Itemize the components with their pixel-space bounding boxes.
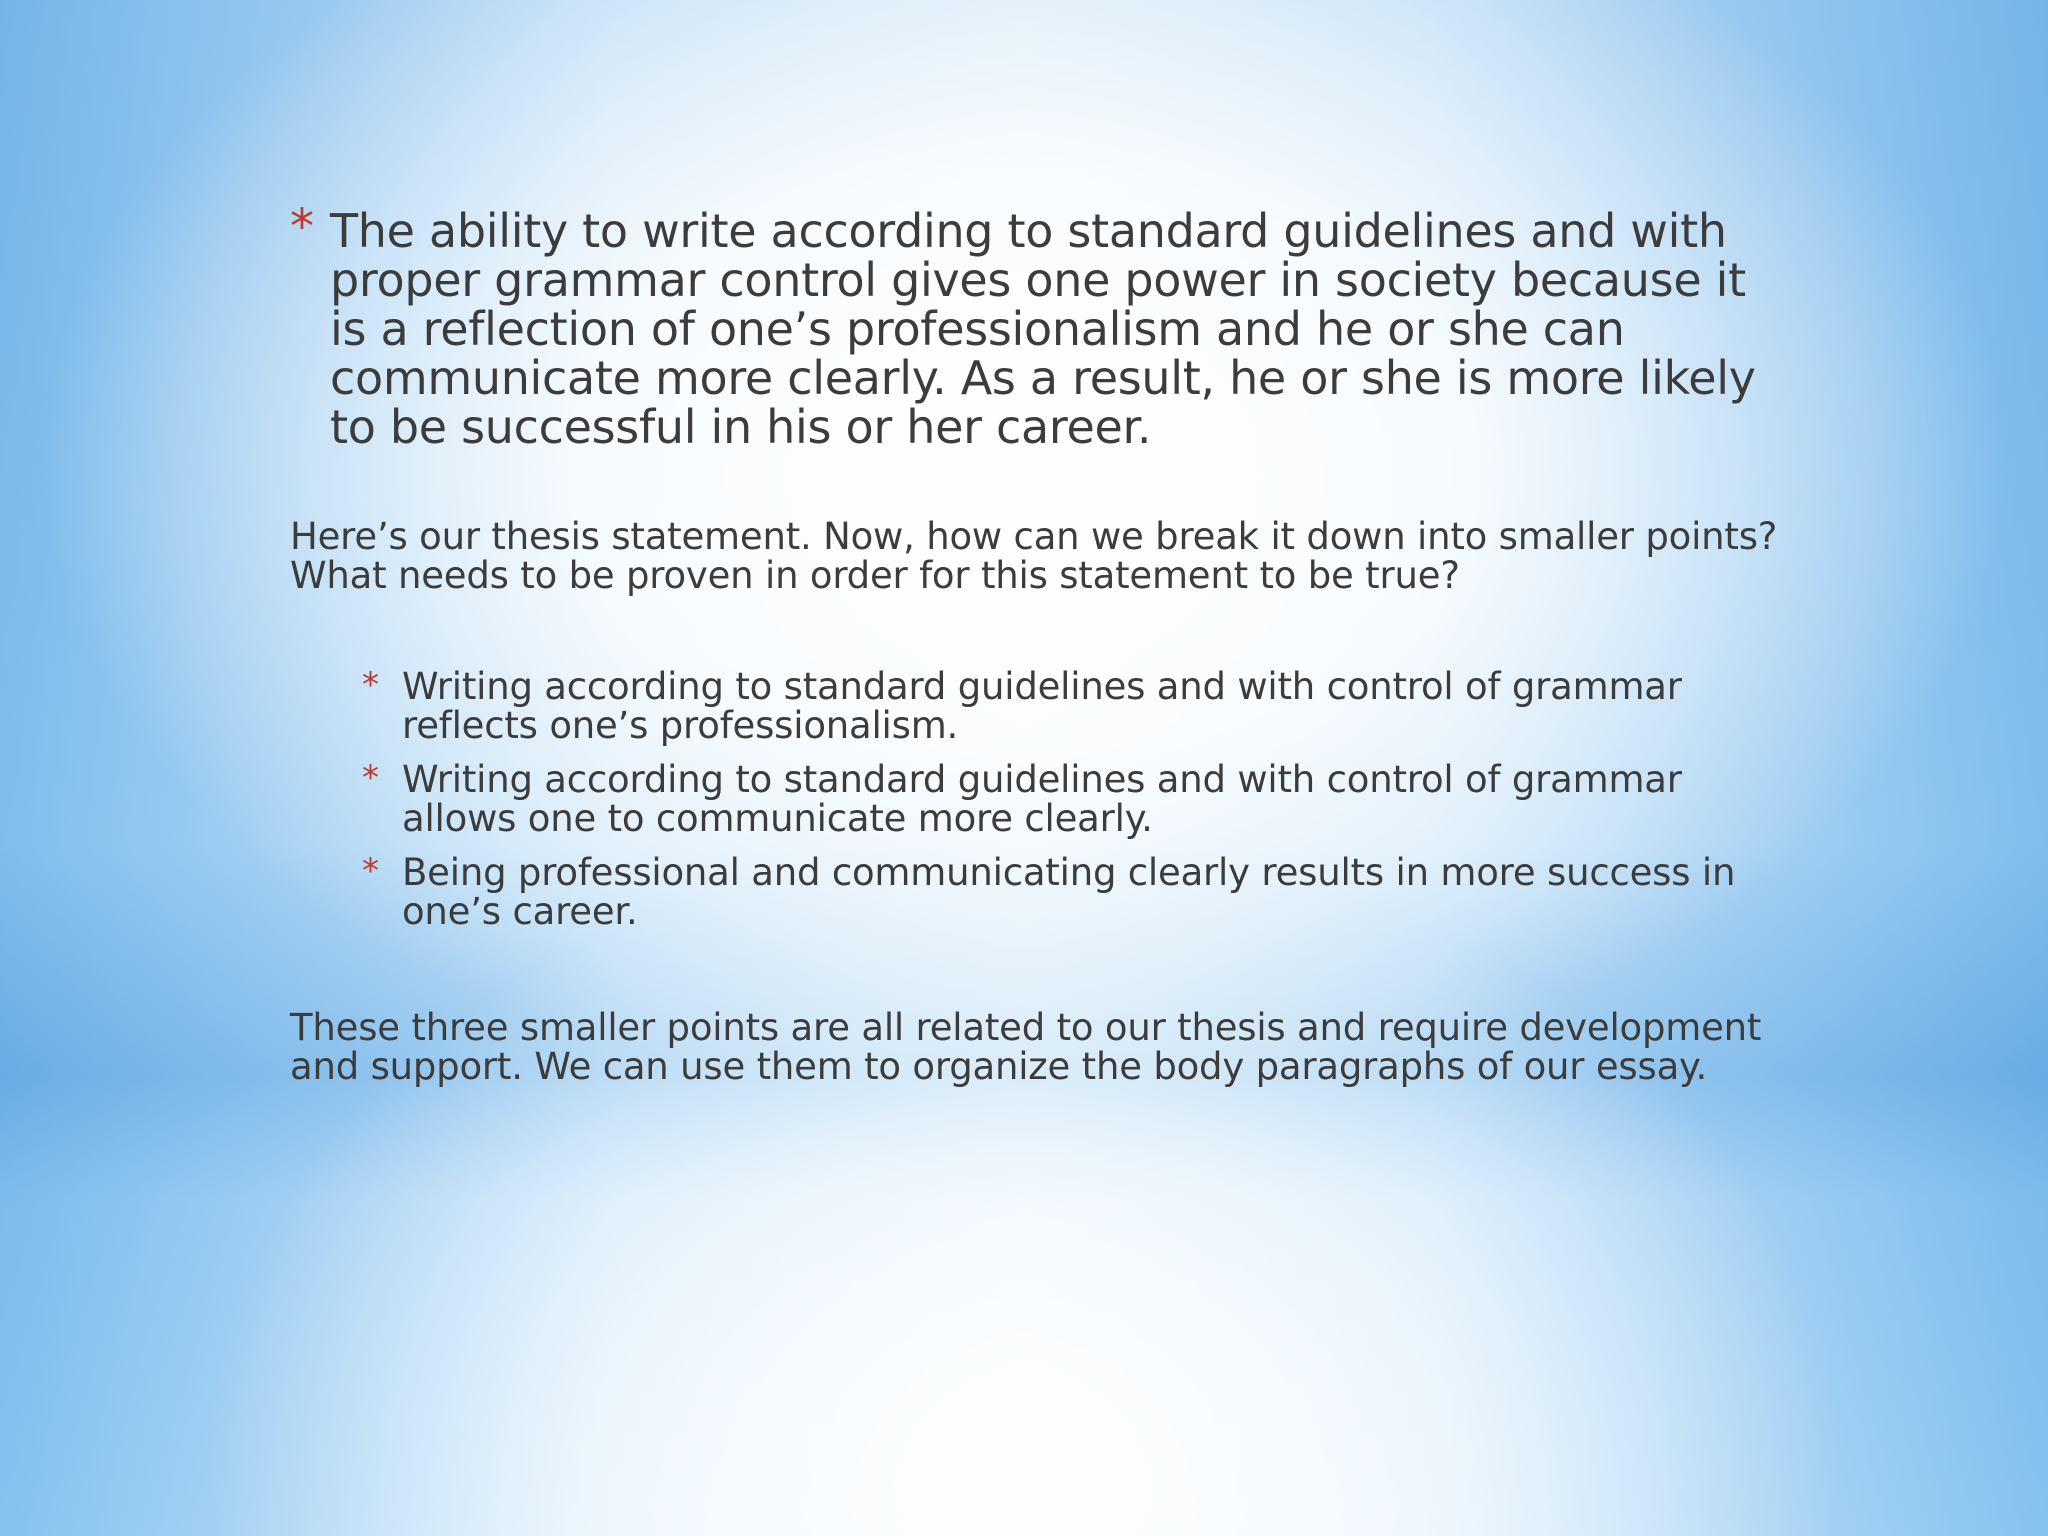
asterisk-bullet-icon: * bbox=[362, 665, 379, 705]
thesis-statement: The ability to write according to standard guidelines and with proper grammar control gives one power in society because it is a reflection of one’s professionalism and he or she can communicate more clearly. As a result, he or she is more likely to be successful in his or her career. bbox=[330, 204, 1756, 454]
list-item bbox=[362, 853, 1782, 931]
point-text: Being professional and communicating clearly results in more success in one’s career. bbox=[402, 851, 1736, 933]
list-item bbox=[362, 760, 1782, 838]
list-item bbox=[362, 667, 1782, 745]
intro-paragraph: Here’s our thesis statement. Now, how can we break it down into smaller points? What needs to be proven in order for this statement to be true? bbox=[290, 515, 1778, 597]
point-text: Writing according to standard guidelines and with control of grammar reflects one’s professionalism. bbox=[402, 665, 1682, 747]
closing-paragraph: These three smaller points are all related to our thesis and require development and support. We can use them to organize the body paragraphs of our essay. bbox=[290, 1006, 1762, 1088]
supporting-points-list bbox=[362, 667, 1782, 946]
asterisk-bullet-icon: * bbox=[290, 199, 314, 255]
asterisk-bullet-icon: * bbox=[362, 758, 379, 798]
asterisk-bullet-icon: * bbox=[362, 851, 379, 891]
thesis-bullet bbox=[290, 199, 1790, 454]
point-text: Writing according to standard guidelines and with control of grammar allows one to communicate more clearly. bbox=[402, 758, 1682, 840]
